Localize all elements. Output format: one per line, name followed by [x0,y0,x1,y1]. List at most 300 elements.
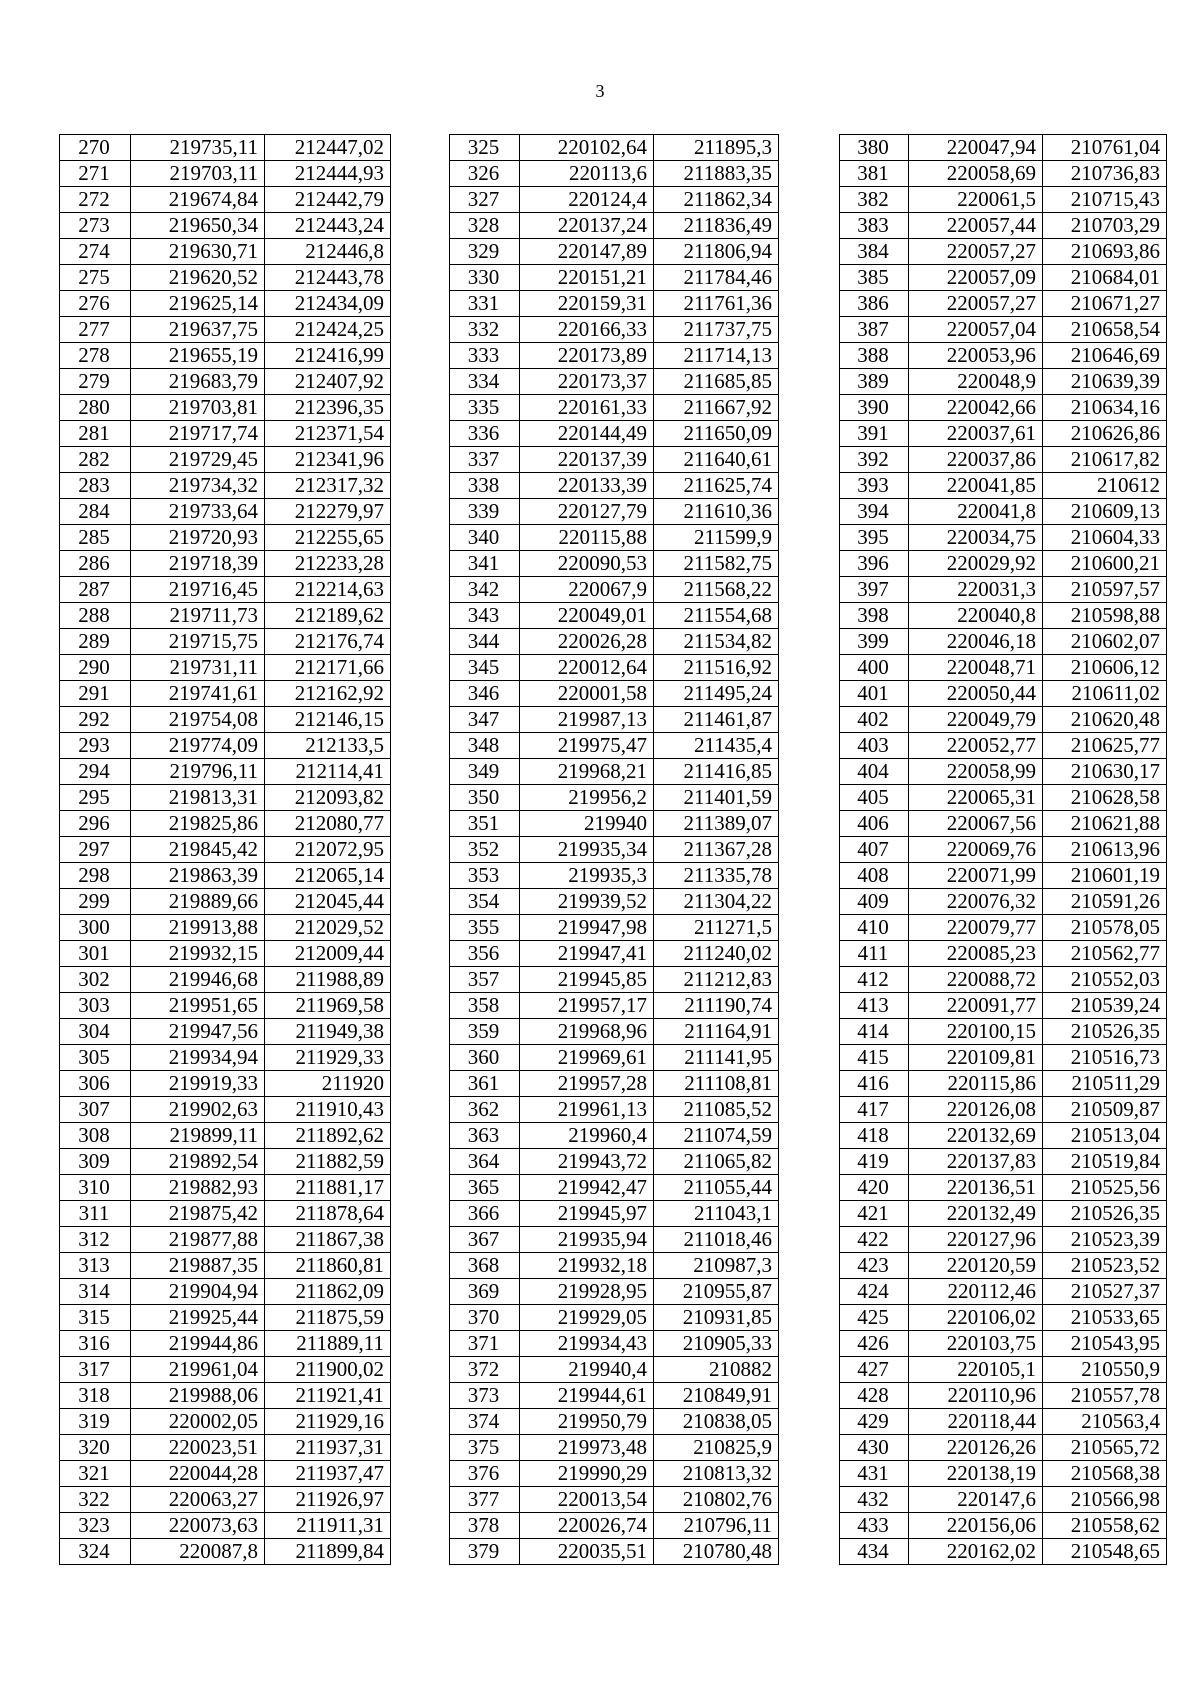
table-row [840,577,1167,603]
y-coordinate-cell: 211625,74 [654,473,779,499]
table-row [60,421,391,447]
x-coordinate-cell: 219956,2 [520,785,654,811]
x-coordinate-cell: 220126,08 [909,1097,1043,1123]
point-number-cell: 360 [450,1045,520,1071]
y-coordinate-cell: 211389,07 [654,811,779,837]
point-number-cell: 405 [840,785,909,811]
table-row [60,655,391,681]
y-coordinate-cell: 211921,41 [265,1383,391,1409]
x-coordinate-cell: 219637,75 [131,317,265,343]
point-number-cell: 386 [840,291,909,317]
y-coordinate-cell: 211043,1 [654,1201,779,1227]
point-number-cell: 333 [450,343,520,369]
table-row [60,889,391,915]
point-number-cell: 278 [60,343,131,369]
y-coordinate-cell: 211926,97 [265,1487,391,1513]
table-row [60,1539,391,1565]
point-number-cell: 418 [840,1123,909,1149]
point-number-cell: 424 [840,1279,909,1305]
point-number-cell: 295 [60,785,131,811]
point-number-cell: 362 [450,1097,520,1123]
y-coordinate-cell: 212255,65 [265,525,391,551]
table-row [450,161,779,187]
table-row [60,1305,391,1331]
x-coordinate-cell: 219892,54 [131,1149,265,1175]
x-coordinate-cell: 219969,61 [520,1045,654,1071]
table-row [840,629,1167,655]
table-row [840,1071,1167,1097]
y-coordinate-cell: 210565,72 [1043,1435,1167,1461]
x-coordinate-cell: 220105,1 [909,1357,1043,1383]
table-row [840,239,1167,265]
y-coordinate-cell: 210825,9 [654,1435,779,1461]
x-coordinate-cell: 220079,77 [909,915,1043,941]
x-coordinate-cell: 219904,94 [131,1279,265,1305]
table-row [840,1045,1167,1071]
table-row [840,213,1167,239]
x-coordinate-cell: 220057,04 [909,317,1043,343]
table-row [60,1383,391,1409]
point-number-cell: 398 [840,603,909,629]
x-coordinate-cell: 220058,69 [909,161,1043,187]
table-row [60,733,391,759]
x-coordinate-cell: 219683,79 [131,369,265,395]
y-coordinate-cell: 210628,58 [1043,785,1167,811]
table-row [60,1435,391,1461]
y-coordinate-cell: 210578,05 [1043,915,1167,941]
point-number-cell: 285 [60,525,131,551]
x-coordinate-cell: 219703,11 [131,161,265,187]
y-coordinate-cell: 210552,03 [1043,967,1167,993]
table-row [450,317,779,343]
y-coordinate-cell: 212114,41 [265,759,391,785]
point-number-cell: 423 [840,1253,909,1279]
x-coordinate-cell: 220136,51 [909,1175,1043,1201]
x-coordinate-cell: 220053,96 [909,343,1043,369]
point-number-cell: 273 [60,213,131,239]
point-number-cell: 414 [840,1019,909,1045]
y-coordinate-cell: 211860,81 [265,1253,391,1279]
y-coordinate-cell: 210602,07 [1043,629,1167,655]
x-coordinate-cell: 219934,94 [131,1045,265,1071]
x-coordinate-cell: 220048,9 [909,369,1043,395]
x-coordinate-cell: 219988,06 [131,1383,265,1409]
x-coordinate-cell: 220057,09 [909,265,1043,291]
table-row [60,343,391,369]
y-coordinate-cell: 212176,74 [265,629,391,655]
y-coordinate-cell: 212341,96 [265,447,391,473]
point-number-cell: 296 [60,811,131,837]
y-coordinate-cell: 212233,28 [265,551,391,577]
y-coordinate-cell: 211969,58 [265,993,391,1019]
x-coordinate-cell: 220034,75 [909,525,1043,551]
y-coordinate-cell: 212133,5 [265,733,391,759]
table-row [60,603,391,629]
table-row [450,343,779,369]
point-number-cell: 347 [450,707,520,733]
point-number-cell: 320 [60,1435,131,1461]
x-coordinate-cell: 220103,75 [909,1331,1043,1357]
y-coordinate-cell: 211875,59 [265,1305,391,1331]
y-coordinate-cell: 211900,02 [265,1357,391,1383]
x-coordinate-cell: 220100,15 [909,1019,1043,1045]
table-row [840,603,1167,629]
x-coordinate-cell: 220001,58 [520,681,654,707]
y-coordinate-cell: 212065,14 [265,863,391,889]
table-row [840,317,1167,343]
x-coordinate-cell: 219620,52 [131,265,265,291]
point-number-cell: 293 [60,733,131,759]
table-row [60,785,391,811]
point-number-cell: 412 [840,967,909,993]
x-coordinate-cell: 219957,17 [520,993,654,1019]
table-row [450,1045,779,1071]
table-row [60,395,391,421]
y-coordinate-cell: 210527,37 [1043,1279,1167,1305]
table-row [60,213,391,239]
y-coordinate-cell: 212317,32 [265,473,391,499]
y-coordinate-cell: 211685,85 [654,369,779,395]
y-coordinate-cell: 211190,74 [654,993,779,1019]
point-number-cell: 304 [60,1019,131,1045]
table-row [60,863,391,889]
point-number-cell: 400 [840,655,909,681]
y-coordinate-cell: 212029,52 [265,915,391,941]
y-coordinate-cell: 212416,99 [265,343,391,369]
x-coordinate-cell: 219655,19 [131,343,265,369]
point-number-cell: 399 [840,629,909,655]
table-row [450,135,779,161]
x-coordinate-cell: 219887,35 [131,1253,265,1279]
y-coordinate-cell: 210597,57 [1043,577,1167,603]
x-coordinate-cell: 220137,39 [520,447,654,473]
x-coordinate-cell: 219987,13 [520,707,654,733]
table-row [450,1513,779,1539]
x-coordinate-cell: 220113,6 [520,161,654,187]
point-number-cell: 292 [60,707,131,733]
point-number-cell: 431 [840,1461,909,1487]
y-coordinate-cell: 210606,12 [1043,655,1167,681]
point-number-cell: 351 [450,811,520,837]
coordinates-table-1 [59,134,391,1565]
x-coordinate-cell: 220037,61 [909,421,1043,447]
point-number-cell: 415 [840,1045,909,1071]
point-number-cell: 384 [840,239,909,265]
x-coordinate-cell: 220031,3 [909,577,1043,603]
y-coordinate-cell: 210558,62 [1043,1513,1167,1539]
y-coordinate-cell: 211240,02 [654,941,779,967]
table-row [60,577,391,603]
point-number-cell: 394 [840,499,909,525]
y-coordinate-cell: 211304,22 [654,889,779,915]
y-coordinate-cell: 210509,87 [1043,1097,1167,1123]
x-coordinate-cell: 220057,27 [909,239,1043,265]
x-coordinate-cell: 220042,66 [909,395,1043,421]
y-coordinate-cell: 210634,16 [1043,395,1167,421]
x-coordinate-cell: 219913,88 [131,915,265,941]
table-row [60,1123,391,1149]
y-coordinate-cell: 212424,25 [265,317,391,343]
x-coordinate-cell: 219990,29 [520,1461,654,1487]
table-row [450,265,779,291]
x-coordinate-cell: 220067,9 [520,577,654,603]
x-coordinate-cell: 219899,11 [131,1123,265,1149]
y-coordinate-cell: 211867,38 [265,1227,391,1253]
point-number-cell: 432 [840,1487,909,1513]
x-coordinate-cell: 220057,27 [909,291,1043,317]
point-number-cell: 277 [60,317,131,343]
x-coordinate-cell: 220047,94 [909,135,1043,161]
table-row [450,707,779,733]
table-row [450,239,779,265]
table-row [840,941,1167,967]
x-coordinate-cell: 220144,49 [520,421,654,447]
table-row [840,135,1167,161]
table-row [840,343,1167,369]
x-coordinate-cell: 219939,52 [520,889,654,915]
point-number-cell: 330 [450,265,520,291]
x-coordinate-cell: 219961,04 [131,1357,265,1383]
point-number-cell: 413 [840,993,909,1019]
table-row [450,1409,779,1435]
table-row [60,447,391,473]
x-coordinate-cell: 220041,85 [909,473,1043,499]
point-number-cell: 390 [840,395,909,421]
y-coordinate-cell: 210543,95 [1043,1331,1167,1357]
point-number-cell: 299 [60,889,131,915]
x-coordinate-cell: 220046,18 [909,629,1043,655]
table-row [450,395,779,421]
x-coordinate-cell: 220013,54 [520,1487,654,1513]
point-number-cell: 289 [60,629,131,655]
table-row [840,863,1167,889]
table-row [450,915,779,941]
point-number-cell: 425 [840,1305,909,1331]
y-coordinate-cell: 212162,92 [265,681,391,707]
point-number-cell: 352 [450,837,520,863]
x-coordinate-cell: 220132,69 [909,1123,1043,1149]
x-coordinate-cell: 219733,64 [131,499,265,525]
x-coordinate-cell: 219825,86 [131,811,265,837]
y-coordinate-cell: 210563,4 [1043,1409,1167,1435]
point-number-cell: 429 [840,1409,909,1435]
point-number-cell: 325 [450,135,520,161]
point-number-cell: 311 [60,1201,131,1227]
y-coordinate-cell: 211878,64 [265,1201,391,1227]
table-row [840,421,1167,447]
point-number-cell: 409 [840,889,909,915]
y-coordinate-cell: 211899,84 [265,1539,391,1565]
x-coordinate-cell: 219947,56 [131,1019,265,1045]
y-coordinate-cell: 211085,52 [654,1097,779,1123]
y-coordinate-cell: 212072,95 [265,837,391,863]
y-coordinate-cell: 210780,48 [654,1539,779,1565]
x-coordinate-cell: 219950,79 [520,1409,654,1435]
point-number-cell: 344 [450,629,520,655]
table-row [60,967,391,993]
point-number-cell: 298 [60,863,131,889]
y-coordinate-cell: 211367,28 [654,837,779,863]
table-row [840,187,1167,213]
point-number-cell: 359 [450,1019,520,1045]
x-coordinate-cell: 220050,44 [909,681,1043,707]
table-row [450,1253,779,1279]
x-coordinate-cell: 219919,33 [131,1071,265,1097]
x-coordinate-cell: 220002,05 [131,1409,265,1435]
x-coordinate-cell: 220052,77 [909,733,1043,759]
table-row [840,473,1167,499]
x-coordinate-cell: 220147,6 [909,1487,1043,1513]
table-row [60,135,391,161]
y-coordinate-cell: 211599,9 [654,525,779,551]
point-number-cell: 357 [450,967,520,993]
point-number-cell: 279 [60,369,131,395]
x-coordinate-cell: 220112,46 [909,1279,1043,1305]
x-coordinate-cell: 219863,39 [131,863,265,889]
y-coordinate-cell: 212045,44 [265,889,391,915]
table-row [450,993,779,1019]
x-coordinate-cell: 220151,21 [520,265,654,291]
y-coordinate-cell: 211929,33 [265,1045,391,1071]
x-coordinate-cell: 220044,28 [131,1461,265,1487]
y-coordinate-cell: 210525,56 [1043,1175,1167,1201]
y-coordinate-cell: 210611,02 [1043,681,1167,707]
y-coordinate-cell: 210630,17 [1043,759,1167,785]
point-number-cell: 374 [450,1409,520,1435]
x-coordinate-cell: 220049,79 [909,707,1043,733]
point-number-cell: 326 [450,161,520,187]
point-number-cell: 433 [840,1513,909,1539]
table-row [840,395,1167,421]
point-number-cell: 283 [60,473,131,499]
x-coordinate-cell: 220087,8 [131,1539,265,1565]
point-number-cell: 287 [60,577,131,603]
point-number-cell: 392 [840,447,909,473]
x-coordinate-cell: 220091,77 [909,993,1043,1019]
point-number-cell: 383 [840,213,909,239]
x-coordinate-cell: 220137,24 [520,213,654,239]
y-coordinate-cell: 211737,75 [654,317,779,343]
point-number-cell: 321 [60,1461,131,1487]
point-number-cell: 420 [840,1175,909,1201]
table-row [840,1331,1167,1357]
point-number-cell: 354 [450,889,520,915]
table-row [840,733,1167,759]
y-coordinate-cell: 211335,78 [654,863,779,889]
x-coordinate-cell: 219945,97 [520,1201,654,1227]
point-number-cell: 364 [450,1149,520,1175]
table-row [60,1409,391,1435]
table-row [60,291,391,317]
y-coordinate-cell: 210609,13 [1043,499,1167,525]
x-coordinate-cell: 220058,99 [909,759,1043,785]
point-number-cell: 373 [450,1383,520,1409]
point-number-cell: 323 [60,1513,131,1539]
point-number-cell: 408 [840,863,909,889]
table-row [60,1201,391,1227]
point-number-cell: 297 [60,837,131,863]
y-coordinate-cell: 210931,85 [654,1305,779,1331]
y-coordinate-cell: 211895,3 [654,135,779,161]
y-coordinate-cell: 211141,95 [654,1045,779,1071]
table-row [60,681,391,707]
point-number-cell: 375 [450,1435,520,1461]
table-row [840,1513,1167,1539]
point-number-cell: 370 [450,1305,520,1331]
y-coordinate-cell: 211461,87 [654,707,779,733]
point-number-cell: 276 [60,291,131,317]
table-row [60,1175,391,1201]
x-coordinate-cell: 219940,4 [520,1357,654,1383]
point-number-cell: 388 [840,343,909,369]
y-coordinate-cell: 212447,02 [265,135,391,161]
x-coordinate-cell: 219945,85 [520,967,654,993]
table-row [450,369,779,395]
point-number-cell: 340 [450,525,520,551]
point-number-cell: 332 [450,317,520,343]
point-number-cell: 313 [60,1253,131,1279]
y-coordinate-cell: 210562,77 [1043,941,1167,967]
x-coordinate-cell: 219889,66 [131,889,265,915]
point-number-cell: 387 [840,317,909,343]
point-number-cell: 308 [60,1123,131,1149]
x-coordinate-cell: 220110,96 [909,1383,1043,1409]
x-coordinate-cell: 220067,56 [909,811,1043,837]
table-row [840,967,1167,993]
x-coordinate-cell: 220166,33 [520,317,654,343]
table-row [840,1487,1167,1513]
table-row [450,733,779,759]
table-row [450,499,779,525]
table-row [450,1357,779,1383]
table-row [60,551,391,577]
y-coordinate-cell: 210539,24 [1043,993,1167,1019]
y-coordinate-cell: 210813,32 [654,1461,779,1487]
table-row [60,161,391,187]
y-coordinate-cell: 212443,24 [265,213,391,239]
x-coordinate-cell: 219882,93 [131,1175,265,1201]
table-row [840,525,1167,551]
point-number-cell: 407 [840,837,909,863]
y-coordinate-cell: 210626,86 [1043,421,1167,447]
table-row [840,1357,1167,1383]
x-coordinate-cell: 220118,44 [909,1409,1043,1435]
x-coordinate-cell: 220040,8 [909,603,1043,629]
y-coordinate-cell: 212446,8 [265,239,391,265]
y-coordinate-cell: 210511,29 [1043,1071,1167,1097]
y-coordinate-cell: 210684,01 [1043,265,1167,291]
x-coordinate-cell: 220076,32 [909,889,1043,915]
point-number-cell: 356 [450,941,520,967]
point-number-cell: 348 [450,733,520,759]
y-coordinate-cell: 210604,33 [1043,525,1167,551]
table-row [60,1279,391,1305]
x-coordinate-cell: 220138,19 [909,1461,1043,1487]
table-row [840,1253,1167,1279]
point-number-cell: 275 [60,265,131,291]
point-number-cell: 284 [60,499,131,525]
point-number-cell: 290 [60,655,131,681]
x-coordinate-cell: 220057,44 [909,213,1043,239]
y-coordinate-cell: 211883,35 [654,161,779,187]
y-coordinate-cell: 210646,69 [1043,343,1167,369]
x-coordinate-cell: 220085,23 [909,941,1043,967]
table-row [450,1019,779,1045]
y-coordinate-cell: 210703,29 [1043,213,1167,239]
table-row [60,1461,391,1487]
table-row [840,1409,1167,1435]
x-coordinate-cell: 220106,02 [909,1305,1043,1331]
